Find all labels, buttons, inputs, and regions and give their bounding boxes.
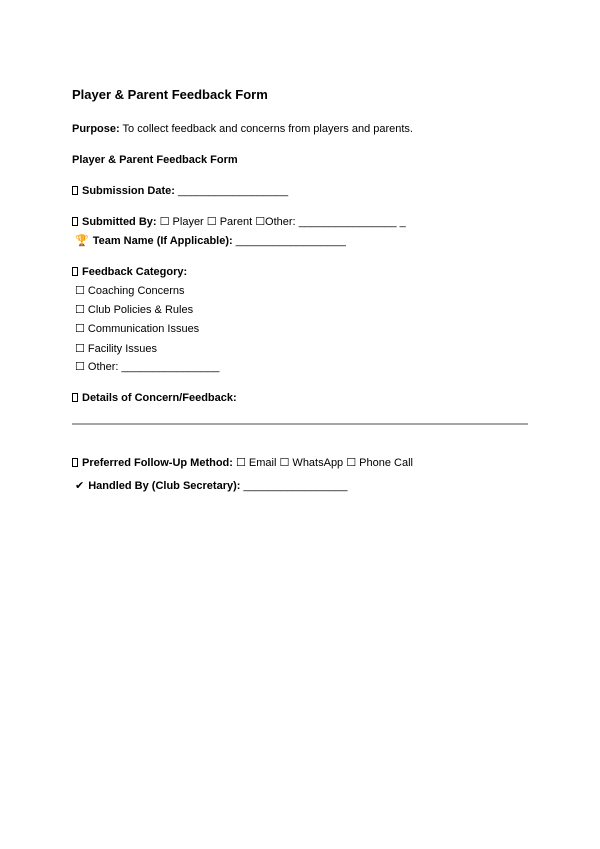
feedback-category-line — [72, 265, 187, 279]
handled-by-label: Handled By (Club Secretary): — [88, 480, 241, 492]
feedback-category-label: Feedback Category: — [82, 266, 188, 278]
submission-date-field[interactable]: __________________ — [177, 185, 289, 197]
submitted-by-option-player[interactable]: ☐ Player — [159, 216, 204, 228]
team-name-field[interactable]: __________________ — [235, 235, 346, 247]
person-icon — [72, 217, 78, 226]
followup-option-email[interactable]: ☐ Email — [236, 457, 277, 469]
submitted-by-option-other[interactable]: ☐Other: — [255, 216, 296, 228]
followup-label: Preferred Follow-Up Method: — [82, 457, 233, 469]
trophy-icon: 🏆 — [75, 235, 89, 247]
followup-option-phone[interactable]: ☐ Phone Call — [346, 457, 413, 469]
submission-date-label: Submission Date: — [82, 185, 175, 197]
notes-icon — [72, 393, 78, 402]
category-option-policies[interactable]: ☐ Club Policies & Rules — [75, 304, 194, 316]
submitted-by-line — [72, 215, 406, 229]
submitted-by-other-field[interactable]: ________________ _ — [298, 216, 406, 228]
details-line — [72, 391, 237, 405]
category-option-other[interactable]: ☐ Other: — [75, 361, 119, 373]
form-subtitle: Player & Parent Feedback Form — [72, 154, 238, 166]
category-option-coaching[interactable]: ☐ Coaching Concerns — [75, 285, 185, 297]
purpose-text: To collect feedback and concerns from players and parents. — [122, 123, 413, 135]
handled-by-line — [75, 479, 348, 493]
followup-option-whatsapp[interactable]: ☐ WhatsApp — [279, 457, 344, 469]
check-icon: ✔ — [75, 480, 85, 492]
team-name-label: Team Name (If Applicable): — [92, 235, 233, 247]
submitted-by-option-parent[interactable]: ☐ Parent — [206, 216, 253, 228]
category-option-facility[interactable]: ☐ Facility Issues — [75, 343, 157, 355]
submitted-by-label: Submitted By: — [82, 216, 157, 228]
category-icon — [72, 267, 78, 276]
purpose-label: Purpose: — [72, 123, 120, 135]
category-option-other-line — [75, 360, 219, 374]
submission-date-line — [72, 184, 288, 198]
document-title: Player & Parent Feedback Form — [72, 87, 268, 102]
category-option-communication[interactable]: ☐ Communication Issues — [75, 323, 200, 335]
purpose-line — [72, 122, 413, 136]
handled-by-field[interactable]: _________________ — [243, 480, 348, 492]
calendar-icon — [72, 186, 78, 195]
team-name-line — [75, 234, 346, 248]
details-label: Details of Concern/Feedback: — [82, 392, 237, 404]
details-divider — [72, 423, 528, 425]
phone-icon — [72, 458, 78, 467]
followup-line — [72, 456, 413, 470]
category-other-field[interactable]: ________________ — [121, 361, 220, 373]
